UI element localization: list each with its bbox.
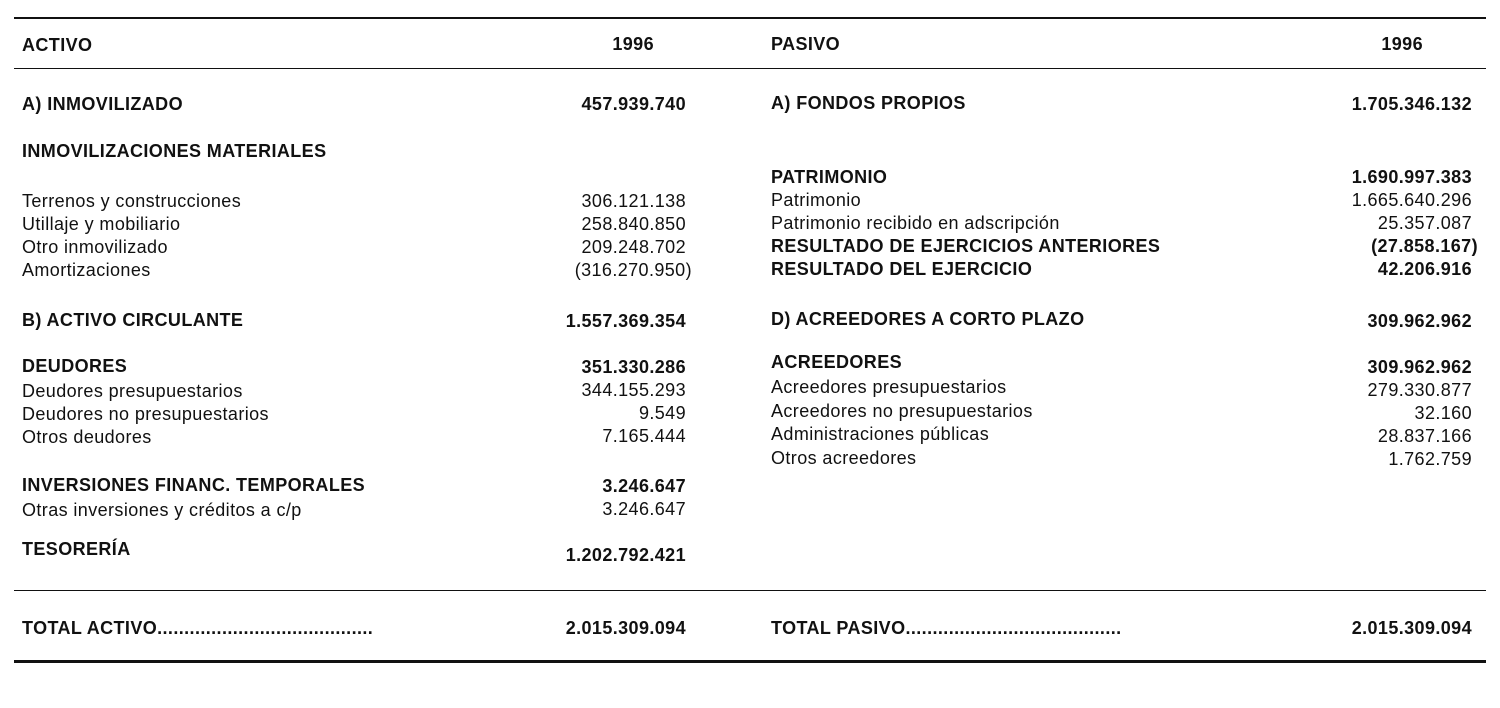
amortizaciones-label: Amortizaciones xyxy=(22,260,151,280)
top-rule xyxy=(14,17,1486,19)
otro-inmov-label: Otro inmovilizado xyxy=(22,237,168,257)
patrimonio-adscripcion-value: 25.357.087 xyxy=(1377,213,1472,233)
tesoreria-label: TESORERÍA xyxy=(22,539,131,559)
utillaje-label: Utillaje y mobiliario xyxy=(22,214,181,234)
total-activo-label: TOTAL ACTIVO........................................ xyxy=(22,618,374,638)
resultado-ejercicio-value: 42.206.916 xyxy=(1377,259,1472,279)
deudores-presup-label: Deudores presupuestarios xyxy=(22,381,243,401)
inversiones-label: INVERSIONES FINANC. TEMPORALES xyxy=(22,475,366,495)
deudores-no-presup-value: 9.549 xyxy=(638,403,686,423)
deudores-label: DEUDORES xyxy=(22,356,128,376)
acreedores-value: 309.962.962 xyxy=(1367,357,1472,377)
otros-deudores-value: 7.165.444 xyxy=(602,426,686,446)
acreedores-label: ACREEDORES xyxy=(771,352,903,372)
otro-inmov-value: 209.248.702 xyxy=(581,237,686,257)
amortizaciones-value: (316.270.950) xyxy=(574,260,692,280)
deudores-no-presup-label: Deudores no presupuestarios xyxy=(22,404,269,424)
total-pasivo-label: TOTAL PASIVO........................................ xyxy=(771,618,1122,638)
patrimonio-heading-label: PATRIMONIO xyxy=(771,167,888,187)
patrimonio-adscripcion-label: Patrimonio recibido en adscripción xyxy=(771,213,1060,233)
acreedores-presup-label: Acreedores presupuestarios xyxy=(771,377,1007,397)
a-inmovilizado-label: A) INMOVILIZADO xyxy=(22,94,183,114)
tesoreria-value: 1.202.792.421 xyxy=(565,545,686,565)
b-circulante-value: 1.557.369.354 xyxy=(565,311,686,331)
total-top-rule xyxy=(14,590,1486,591)
deudores-value: 351.330.286 xyxy=(581,357,686,377)
patrimonio-label: Patrimonio xyxy=(771,190,862,210)
resultado-anteriores-label: RESULTADO DE EJERCICIOS ANTERIORES xyxy=(771,236,1161,256)
a-fondos-label: A) FONDOS PROPIOS xyxy=(771,93,966,113)
otros-acreedores-label: Otros acreedores xyxy=(771,448,917,468)
patrimonio-value: 1.665.640.296 xyxy=(1351,190,1472,210)
header-rule xyxy=(14,68,1486,69)
otras-inversiones-value: 3.246.647 xyxy=(602,499,686,519)
total-pasivo-value: 2.015.309.094 xyxy=(1351,618,1472,638)
otras-inversiones-label: Otras inversiones y créditos a c/p xyxy=(22,500,302,520)
admin-publicas-value: 28.837.166 xyxy=(1377,426,1472,446)
resultado-anteriores-value: (27.858.167) xyxy=(1371,236,1478,256)
activo-year: 1996 xyxy=(612,34,654,54)
a-inmovilizado-value: 457.939.740 xyxy=(581,94,686,114)
inmov-materiales-label: INMOVILIZACIONES MATERIALES xyxy=(22,141,327,161)
d-acreedores-value: 309.962.962 xyxy=(1367,311,1472,331)
deudores-presup-value: 344.155.293 xyxy=(581,380,686,400)
terrenos-label: Terrenos y construcciones xyxy=(22,191,242,211)
inversiones-value: 3.246.647 xyxy=(602,476,686,496)
bottom-rule xyxy=(14,660,1486,663)
d-acreedores-label: D) ACREEDORES A CORTO PLAZO xyxy=(771,309,1085,329)
admin-publicas-label: Administraciones públicas xyxy=(771,424,990,444)
otros-acreedores-value: 1.762.759 xyxy=(1388,449,1472,469)
acreedores-no-presup-label: Acreedores no presupuestarios xyxy=(771,401,1033,421)
acreedores-no-presup-value: 32.160 xyxy=(1414,403,1472,423)
resultado-ejercicio-label: RESULTADO DEL EJERCICIO xyxy=(771,259,1033,279)
terrenos-value: 306.121.138 xyxy=(581,191,686,211)
acreedores-presup-value: 279.330.877 xyxy=(1367,380,1472,400)
total-activo-value: 2.015.309.094 xyxy=(565,618,686,638)
b-circulante-label: B) ACTIVO CIRCULANTE xyxy=(22,310,244,330)
pasivo-header: PASIVO xyxy=(771,34,841,54)
otros-deudores-label: Otros deudores xyxy=(22,427,152,447)
activo-header: ACTIVO xyxy=(22,35,93,55)
patrimonio-heading-value: 1.690.997.383 xyxy=(1351,167,1472,187)
utillaje-value: 258.840.850 xyxy=(581,214,686,234)
pasivo-year: 1996 xyxy=(1381,34,1423,54)
a-fondos-value: 1.705.346.132 xyxy=(1351,94,1472,114)
